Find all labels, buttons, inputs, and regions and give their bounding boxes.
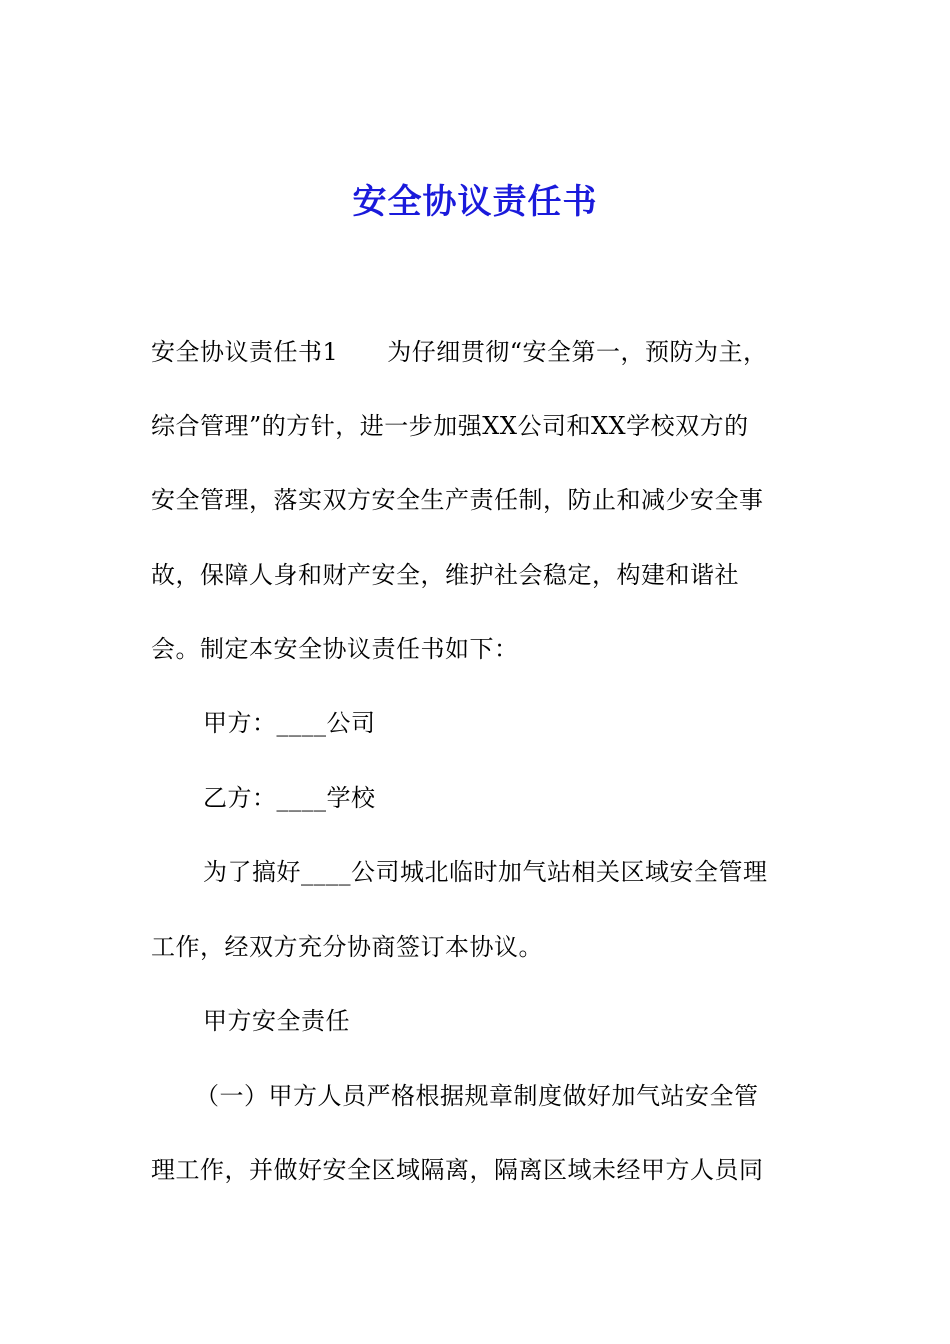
paragraph-line: （一）甲方人员严格根据规章制度做好加气站安全管 [195,1082,759,1110]
paragraph-line: 理工作，并做好安全区域隔离，隔离区域未经甲方人员同 [151,1156,764,1184]
paragraph-line: 安全协议责任书1 为仔细贯彻“安全第一，预防为主， [151,338,768,366]
paragraph-line: 故，保障人身和财产安全，维护社会稳定，构建和谐社 [151,561,739,589]
paragraph-line: 安全管理，落实双方安全生产责任制，防止和减少安全事 [151,486,764,514]
document-title: 安全协议责任书 [352,182,598,222]
paragraph-line: 为了搞好____公司城北临时加气站相关区域安全管理 [203,858,768,886]
party-a-line: 甲方：____公司 [203,709,376,737]
party-b-line: 乙方：____学校 [203,784,376,812]
paragraph-line: 会。制定本安全协议责任书如下： [151,635,519,663]
paragraph-line: 综合管理”的方针，进一步加强XX公司和XX学校双方的 [151,412,749,440]
section-heading: 甲方安全责任 [203,1007,350,1035]
paragraph-line: 工作，经双方充分协商签订本协议。 [151,933,543,961]
